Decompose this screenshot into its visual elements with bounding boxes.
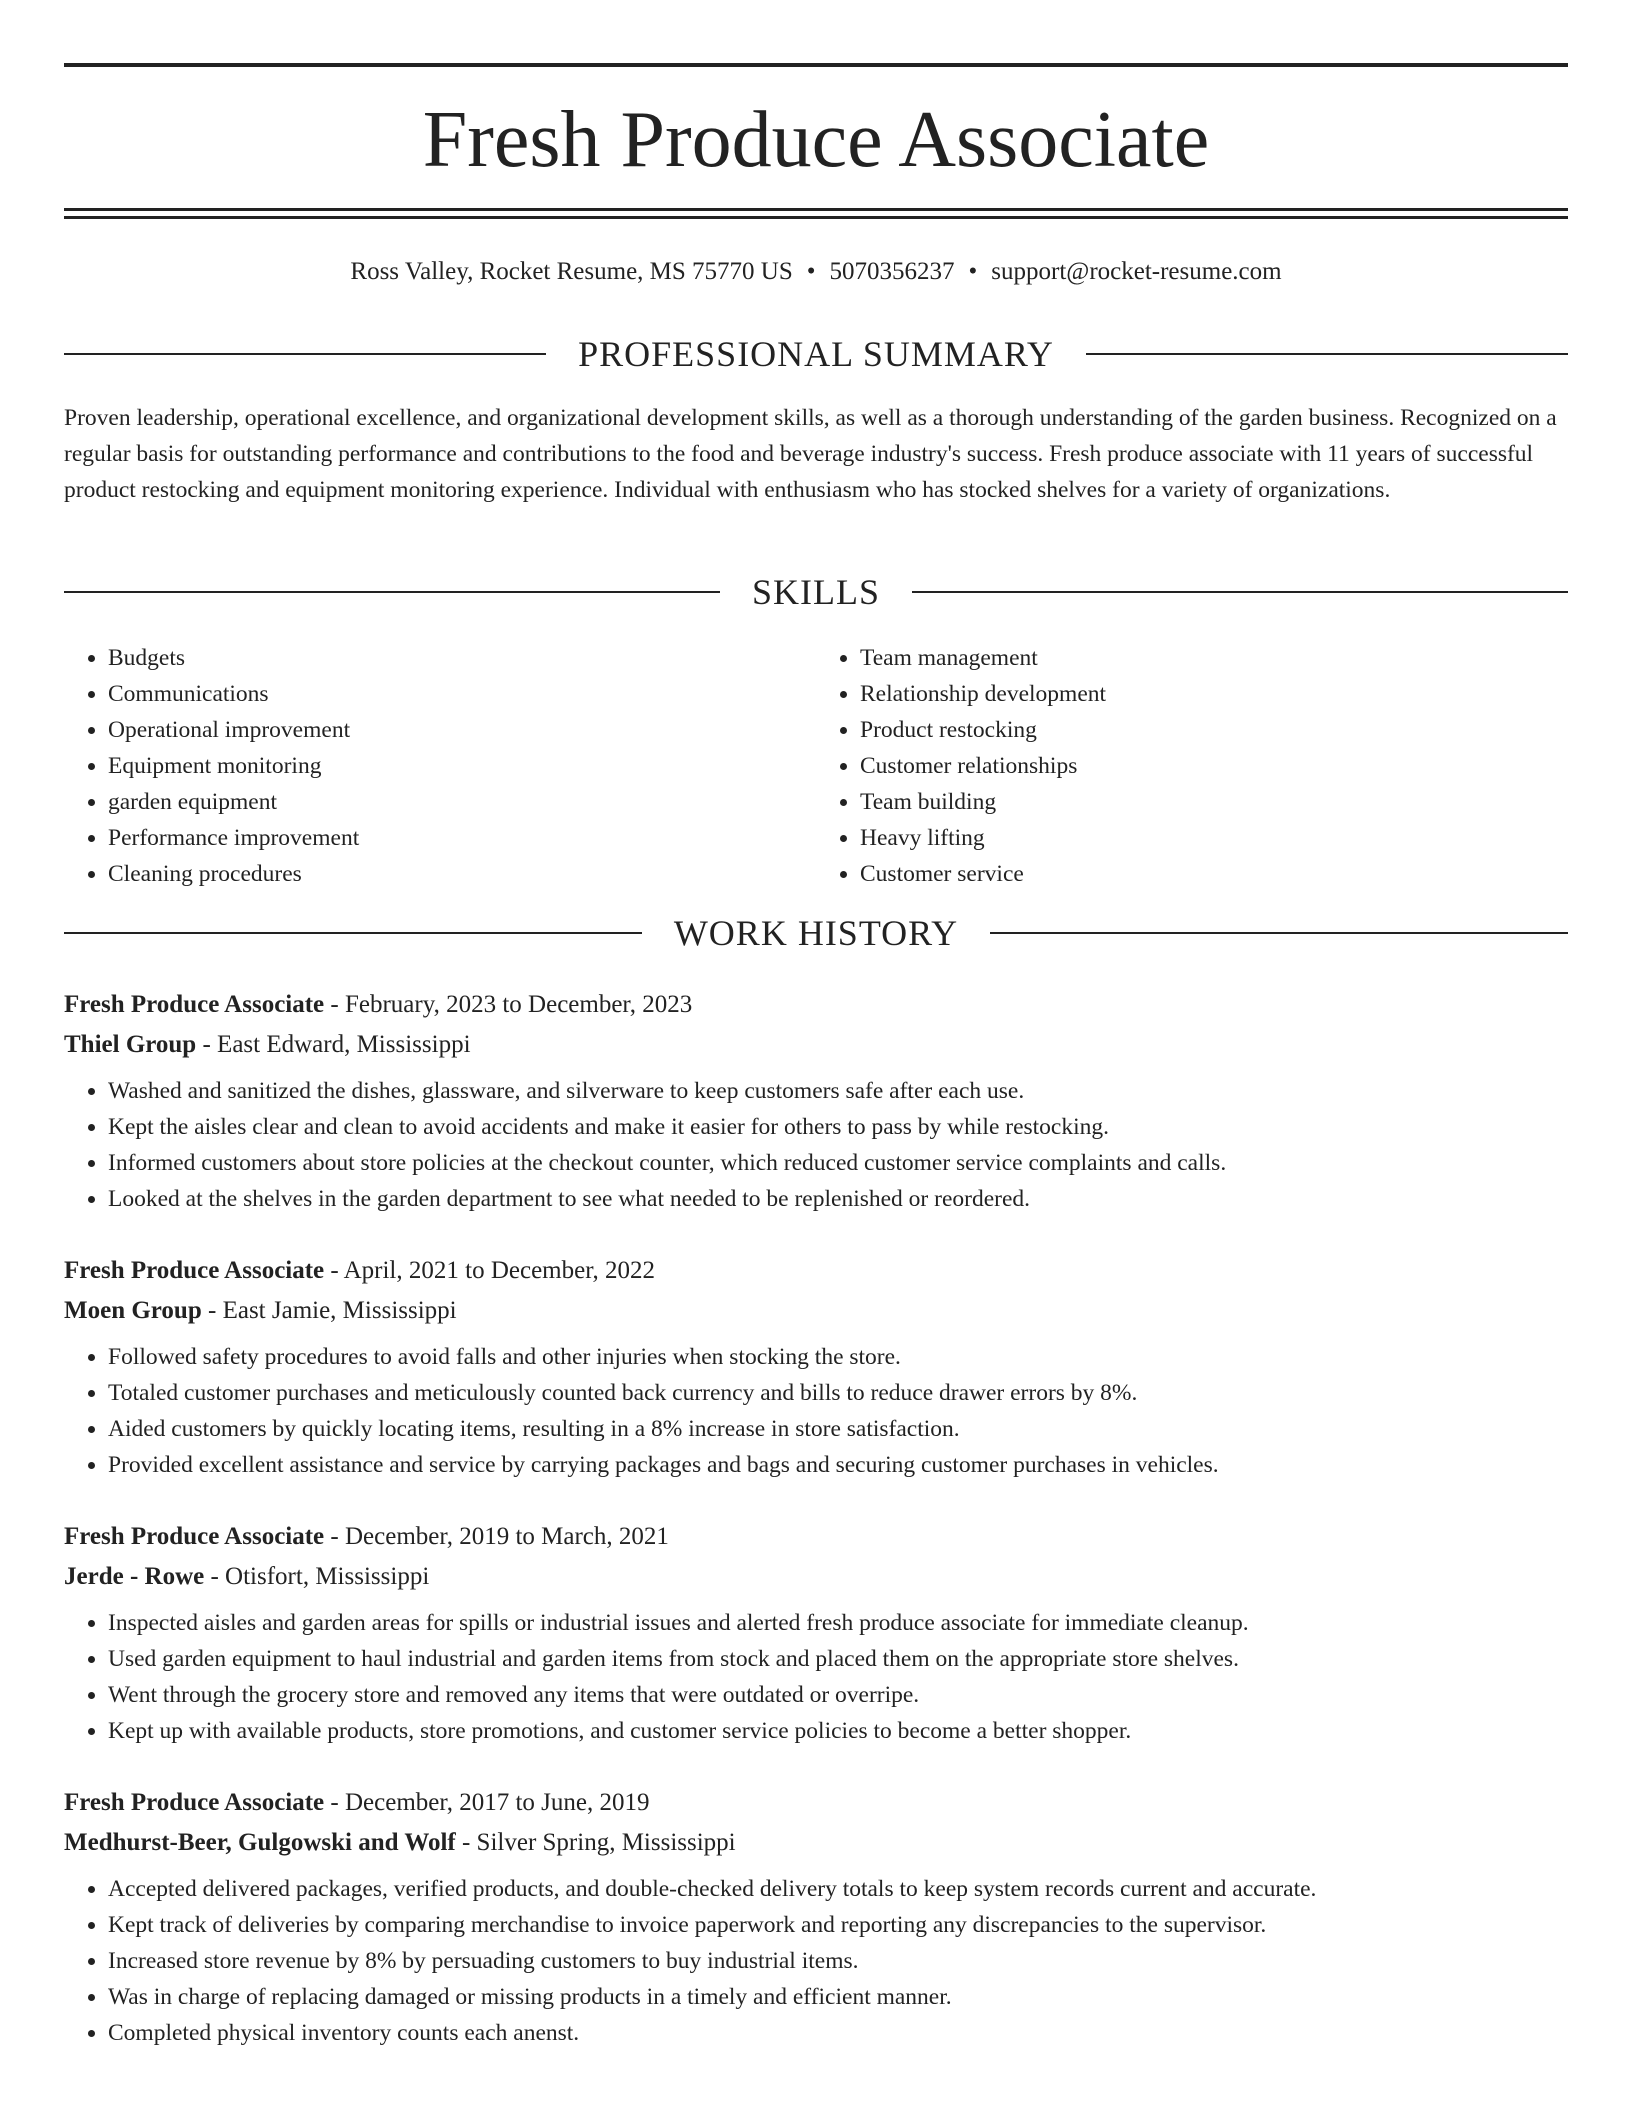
job-title: Fresh Produce Associate: [64, 1523, 325, 1550]
job-title-line: [64, 1517, 1568, 1557]
job-dates: - February, 2023 to December, 2023: [324, 991, 693, 1018]
job-company: Moen Group: [64, 1297, 202, 1324]
section-title: SKILLS: [752, 572, 881, 612]
contact-email: support@rocket-resume.com: [991, 258, 1282, 285]
skill-item: • Team building: [860, 784, 1568, 820]
header-bottom-rule: [64, 208, 1568, 211]
job-bullets: [64, 1605, 1568, 1749]
section-rule-right: [990, 932, 1568, 934]
skills-column-right: [816, 640, 1568, 892]
skill-item: • Budgets: [108, 640, 816, 676]
skill-item: • Equipment monitoring: [108, 748, 816, 784]
job-entry: [64, 1517, 1568, 1749]
job-bullets: [64, 1073, 1568, 1217]
skills-column-left: [64, 640, 816, 892]
section-title: PROFESSIONAL SUMMARY: [578, 334, 1054, 374]
job-title-line: [64, 985, 1568, 1025]
job-entry: [64, 1783, 1568, 2051]
skill-item: • Operational improvement: [108, 712, 816, 748]
job-bullet: • Informed customers about store policies at the checkout counter, which reduced customer service complaints and calls.: [108, 1145, 1568, 1181]
job-title-line: [64, 1251, 1568, 1291]
skill-item: • Relationship development: [860, 676, 1568, 712]
section-header-skills: [64, 570, 1568, 614]
job-bullet: • Kept track of deliveries by comparing merchandise to invoice paperwork and reporting any discrepancies to the supervisor.: [108, 1907, 1568, 1943]
skill-item: • Team management: [860, 640, 1568, 676]
job-bullet: • Washed and sanitized the dishes, glassware, and silverware to keep customers safe after each use.: [108, 1073, 1568, 1109]
header-top-rule: [64, 63, 1568, 67]
job-title: Fresh Produce Associate: [64, 1789, 325, 1816]
job-bullet: • Kept the aisles clear and clean to avoid accidents and make it easier for others to pass by while restocking.: [108, 1109, 1568, 1145]
skill-item: • Product restocking: [860, 712, 1568, 748]
job-bullet: • Was in charge of replacing damaged or missing products in a timely and efficient manner.: [108, 1979, 1568, 2015]
job-bullet: • Aided customers by quickly locating items, resulting in a 8% increase in store satisfaction.: [108, 1411, 1568, 1447]
job-location: - East Edward, Mississippi: [196, 1031, 471, 1058]
job-bullet: • Provided excellent assistance and service by carrying packages and bags and securing customer purchases in vehicles.: [108, 1447, 1568, 1483]
job-dates: - April, 2021 to December, 2022: [324, 1257, 656, 1284]
skill-item: • Customer relationships: [860, 748, 1568, 784]
contact-separator: •: [968, 258, 978, 285]
job-company-line: [64, 1291, 1568, 1331]
job-bullet: • Increased store revenue by 8% by persuading customers to buy industrial items.: [108, 1943, 1568, 1979]
job-location: - Otisfort, Mississippi: [204, 1563, 430, 1590]
job-company-line: [64, 1025, 1568, 1065]
job-bullet: • Looked at the shelves in the garden department to see what needed to be replenished or reordered.: [108, 1181, 1568, 1217]
section-rule-left: [64, 591, 720, 593]
skill-item: • Performance improvement: [108, 820, 816, 856]
job-company: Thiel Group: [64, 1031, 197, 1058]
job-title: Fresh Produce Associate: [64, 1257, 325, 1284]
job-bullet: • Followed safety procedures to avoid falls and other injuries when stocking the store.: [108, 1339, 1568, 1375]
work-history: [64, 985, 1568, 2085]
skills-list: [64, 640, 1568, 892]
section-title: WORK HISTORY: [673, 913, 959, 953]
contact-separator: •: [806, 258, 816, 285]
skill-item: • garden equipment: [108, 784, 816, 820]
contact-address: Ross Valley, Rocket Resume, MS 75770 US: [350, 258, 793, 285]
job-bullet: • Went through the grocery store and removed any items that were outdated or overripe.: [108, 1677, 1568, 1713]
skill-item: • Cleaning procedures: [108, 856, 816, 892]
section-rule-left: [64, 932, 642, 934]
job-dates: - December, 2019 to March, 2021: [324, 1523, 669, 1550]
section-header-summary: [64, 332, 1568, 376]
resume-title: Fresh Produce Associate: [422, 96, 1210, 184]
section-rule-left: [64, 353, 546, 355]
job-bullets: [64, 1339, 1568, 1483]
skill-item: • Heavy lifting: [860, 820, 1568, 856]
job-location: - East Jamie, Mississippi: [201, 1297, 457, 1324]
job-bullet: • Accepted delivered packages, verified products, and double-checked delivery totals to keep system records current and accurate.: [108, 1871, 1568, 1907]
job-bullet: • Used garden equipment to haul industrial and garden items from stock and placed them on the appropriate store shelves.: [108, 1641, 1568, 1677]
job-company: Medhurst-Beer, Gulgowski and Wolf: [64, 1829, 456, 1856]
job-title: Fresh Produce Associate: [64, 991, 325, 1018]
job-location: - Silver Spring, Mississippi: [455, 1829, 736, 1856]
job-entry: [64, 985, 1568, 1217]
job-bullet: • Totaled customer purchases and meticulously counted back currency and bills to reduce drawer errors by 8%.: [108, 1375, 1568, 1411]
section-rule-right: [912, 591, 1568, 593]
job-company-line: [64, 1823, 1568, 1863]
skill-item: • Communications: [108, 676, 816, 712]
job-dates: - December, 2017 to June, 2019: [324, 1789, 650, 1816]
job-bullet: • Completed physical inventory counts each anenst.: [108, 2015, 1568, 2051]
summary-text: Proven leadership, operational excellence, and organizational development skills, as well as a thorough understanding of the garden business. Recognized on a regular basis for outstanding performance and contributions to the food and beverage industry's success. Fresh produce associate with 11 years of successful product restocking and equipment monitoring experience. Individual with enthusiasm who has stocked shelves for a variety of organizations.: [64, 405, 1557, 503]
job-bullet: • Kept up with available products, store promotions, and customer service policies to become a better shopper.: [108, 1713, 1568, 1749]
job-entry: [64, 1251, 1568, 1483]
job-bullets: [64, 1871, 1568, 2051]
contact-phone: 5070356237: [829, 258, 955, 285]
skill-item: • Customer service: [860, 856, 1568, 892]
section-header-work: [64, 911, 1568, 955]
job-company: Jerde - Rowe: [64, 1563, 205, 1590]
contact-line: [64, 252, 1568, 292]
job-company-line: [64, 1557, 1568, 1597]
header-bottom-rule-second: [64, 216, 1568, 219]
job-title-line: [64, 1783, 1568, 1823]
job-bullet: • Inspected aisles and garden areas for spills or industrial issues and alerted fresh produce associate for immediate cleanup.: [108, 1605, 1568, 1641]
section-rule-right: [1086, 353, 1568, 355]
